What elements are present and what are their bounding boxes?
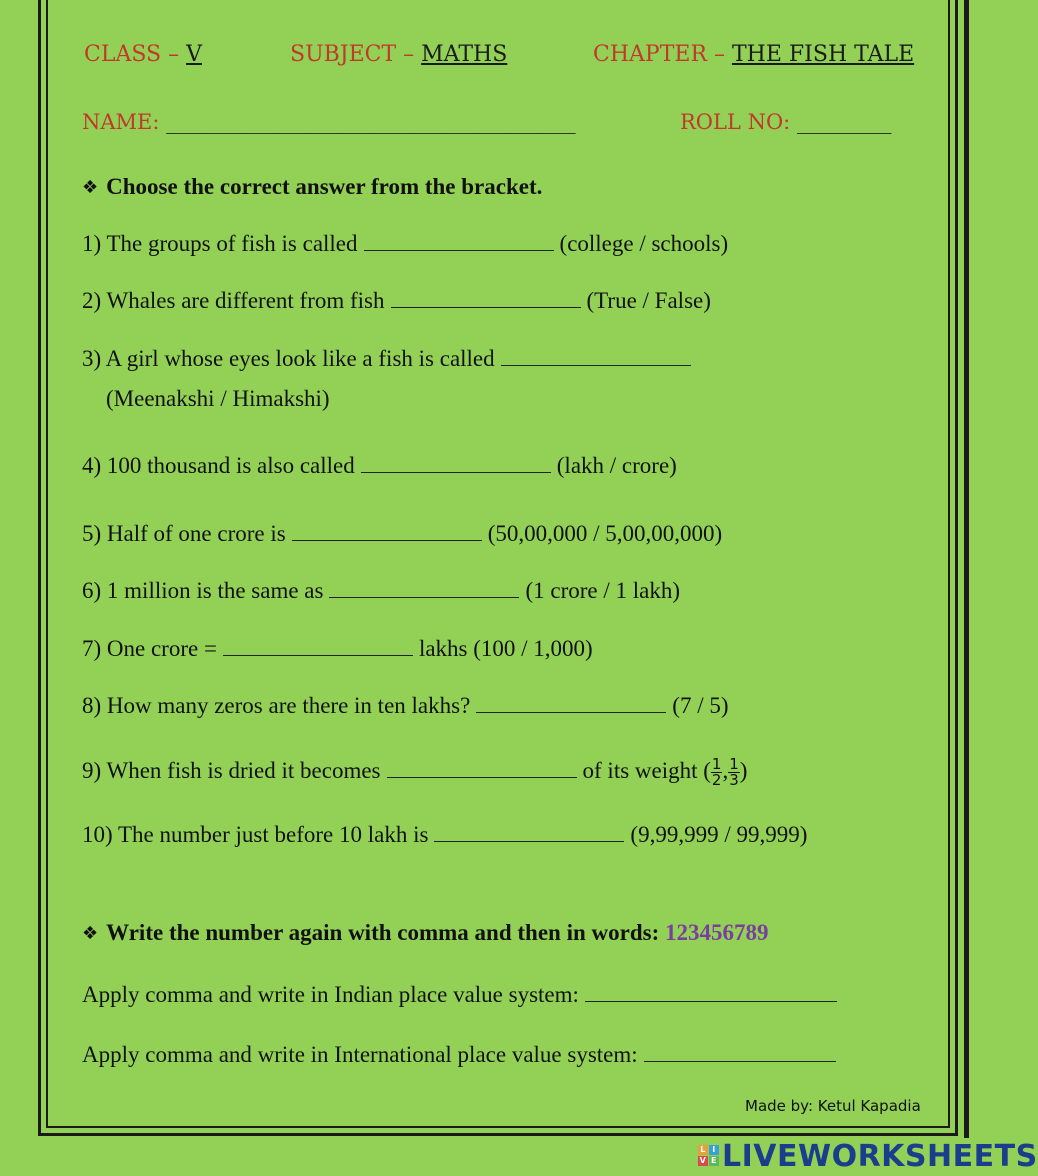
question-6 <box>82 578 680 604</box>
question-text: 3) A girl whose eyes look like a fish is called <box>82 346 495 371</box>
class-label: CLASS – <box>84 42 187 67</box>
question-4 <box>82 453 677 479</box>
answer-blank[interactable] <box>364 249 554 251</box>
section2-heading-text: Write the number again with comma and then in words: <box>106 920 660 945</box>
logo-tile: V <box>699 1156 707 1165</box>
chapter-field <box>593 42 914 67</box>
indian-answer-blank[interactable] <box>585 1000 837 1002</box>
page-border-right-rule <box>964 0 969 1138</box>
fraction-denominator: 2 <box>711 771 722 789</box>
question-options: (9,99,999 / 99,999) <box>630 822 808 847</box>
indian-system-text: Apply comma and write in Indian place value system: <box>82 982 579 1007</box>
question-text: 2) Whales are different from fish <box>82 288 385 313</box>
question-options: lakhs (100 / 1,000) <box>418 636 593 661</box>
target-number: 123456789 <box>664 920 769 945</box>
question-options: (7 / 5) <box>672 693 729 718</box>
question-3 <box>82 346 697 372</box>
subject-value: MATHS <box>421 42 508 67</box>
international-system-text: Apply comma and write in International place value system: <box>82 1042 638 1067</box>
answer-blank[interactable] <box>501 364 691 366</box>
question-text: 8) How many zeros are there in ten lakhs? <box>82 693 471 718</box>
question-options: (1 crore / 1 lakh) <box>525 578 681 603</box>
question-text: 9) When fish is dried it becomes <box>82 757 381 783</box>
answer-blank[interactable] <box>391 306 581 308</box>
answer-blank[interactable] <box>223 654 413 656</box>
question-1 <box>82 231 728 257</box>
answer-blank[interactable] <box>476 711 666 713</box>
answer-blank[interactable] <box>434 840 624 842</box>
answer-blank[interactable] <box>329 596 519 598</box>
question-9 <box>82 757 747 788</box>
diamond-bullet-icon: ❖ <box>82 177 99 198</box>
chapter-label: CHAPTER – <box>593 42 732 67</box>
question-text: 1) The groups of fish is called <box>82 231 358 256</box>
roll-label: ROLL NO: <box>680 110 791 134</box>
answer-blank[interactable] <box>292 539 482 541</box>
page-border-inner <box>46 0 950 1128</box>
liveworksheets-logo[interactable] <box>698 1139 1038 1174</box>
author-credit: Made by: Ketul Kapadia <box>745 1097 921 1115</box>
question-10 <box>82 822 807 848</box>
question-options: (Meenakshi / Himakshi) <box>106 386 330 411</box>
answer-blank[interactable] <box>387 776 577 778</box>
question-8 <box>82 693 729 719</box>
question-options: (True / False) <box>586 288 711 313</box>
section1-heading <box>82 174 542 200</box>
class-value: V <box>186 42 202 67</box>
question-2 <box>82 288 711 314</box>
question-7 <box>82 636 593 662</box>
section1-heading-text: Choose the correct answer from the bracket. <box>106 174 543 199</box>
question-text: 7) One crore = <box>82 636 217 661</box>
question-options: (college / schools) <box>559 231 729 256</box>
logo-tile: I <box>709 1145 719 1155</box>
answer-blank[interactable] <box>361 471 551 473</box>
class-field <box>84 42 202 67</box>
roll-blank[interactable]: _________ <box>796 110 892 134</box>
fraction-numerator: 1 <box>711 755 722 773</box>
international-system-prompt <box>82 1042 842 1068</box>
international-answer-blank[interactable] <box>644 1060 836 1062</box>
question-options: (lakh / crore) <box>556 453 677 478</box>
question-text: 6) 1 million is the same as <box>82 578 324 603</box>
subject-field <box>290 42 507 67</box>
fraction-separator: , <box>722 757 729 783</box>
name-blank[interactable]: _______________________________________ <box>166 110 576 134</box>
name-field <box>82 110 576 134</box>
section2-heading <box>82 920 768 946</box>
question-text: 10) The number just before 10 lakh is <box>82 822 429 847</box>
question-text: 5) Half of one crore is <box>82 521 286 546</box>
question-options: (50,00,000 / 5,00,00,000) <box>487 521 723 546</box>
fraction-denominator: 3 <box>729 771 739 789</box>
roll-field <box>680 110 891 134</box>
question-options: of its weight ( <box>582 757 711 783</box>
fraction-third <box>728 757 740 788</box>
indian-system-prompt <box>82 982 843 1008</box>
fraction-numerator: 1 <box>729 755 739 773</box>
close-paren: ) <box>739 757 748 783</box>
logo-tile: L <box>698 1145 708 1155</box>
liveworksheets-logo-icon <box>698 1145 719 1166</box>
question-3-options <box>106 386 330 412</box>
diamond-bullet-icon: ❖ <box>82 923 99 944</box>
name-label: NAME: <box>82 110 160 134</box>
brand-name: LIVEWORKSHEETS <box>722 1139 1038 1174</box>
question-text: 4) 100 thousand is also called <box>82 453 355 478</box>
chapter-value: THE FISH TALE <box>732 42 915 67</box>
subject-label: SUBJECT – <box>290 42 422 67</box>
fraction-half <box>711 757 723 788</box>
question-5 <box>82 521 722 547</box>
logo-tile: E <box>709 1156 719 1166</box>
